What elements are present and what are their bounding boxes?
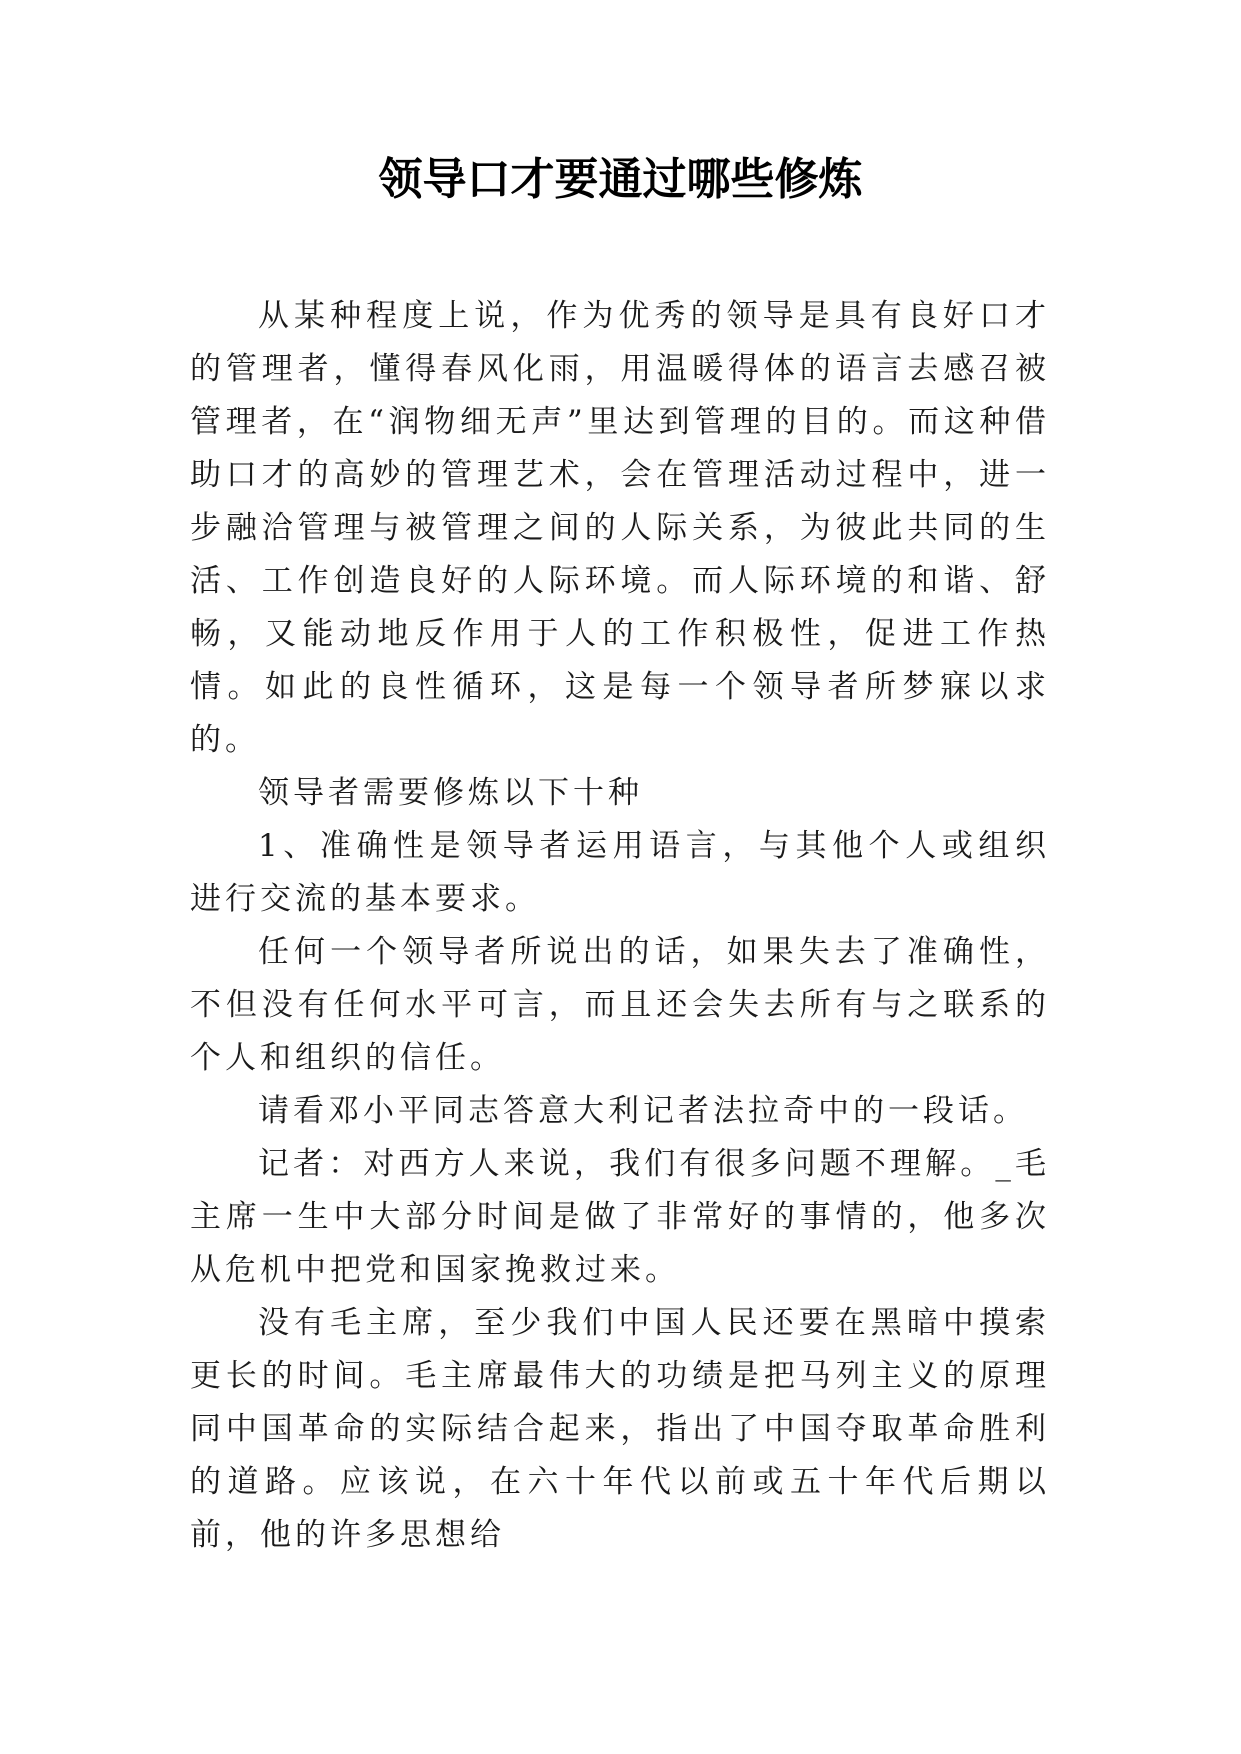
paragraph-ten-skills: 领导者需要修炼以下十种 [258, 775, 643, 811]
paragraph-intro: 从某种程度上说，作为优秀的领导是具有良好口才的管理者，懂得春风化雨，用温暖得体的语言去感召被管理者，在“润物细无声”里达到管理的目的。而这种借助口才的高妙的管理艺术，会在管理活动过程中，进一步融洽管理与被管理之间的人际关系，为彼此共同的生活、工作创造良好的人际环境。而人际环境的和谐、舒畅，又能动地反作用于人的工作积极性，促进工作热情。如此的良性循环，这是每一个领导者所梦寐以求的。 [190, 298, 1050, 758]
document-title: 领导口才要通过哪些修炼 [378, 154, 863, 205]
paragraph-mao: 没有毛主席，至少我们中国人民还要在黑暗中摸索更长的时间。毛主席最伟大的功绩是把马列主义的原理同中国革命的实际结合起来，指出了中国夺取革命胜利的道路。应该说，在六十年代以前或五十年代后期以前，他的许多思想给 [190, 1305, 1050, 1553]
document-body [190, 290, 1050, 1562]
paragraph-reporter: 记者：对西方人来说，我们有很多问题不理解。_毛主席一生中大部分时间是做了非常好的事情的，他多次从危机中把党和国家挽救过来。 [190, 1146, 1050, 1288]
paragraph-accuracy: 任何一个领导者所说出的话，如果失去了准确性，不但没有任何水平可言，而且还会失去所有与之联系的个人和组织的信任。 [190, 934, 1050, 1076]
paragraph-item-1: 1、准确性是领导者运用语言，与其他个人或组织进行交流的基本要求。 [190, 828, 1050, 917]
paragraph-quote-intro: 请看邓小平同志答意大利记者法拉奇中的一段话。 [258, 1093, 1028, 1129]
